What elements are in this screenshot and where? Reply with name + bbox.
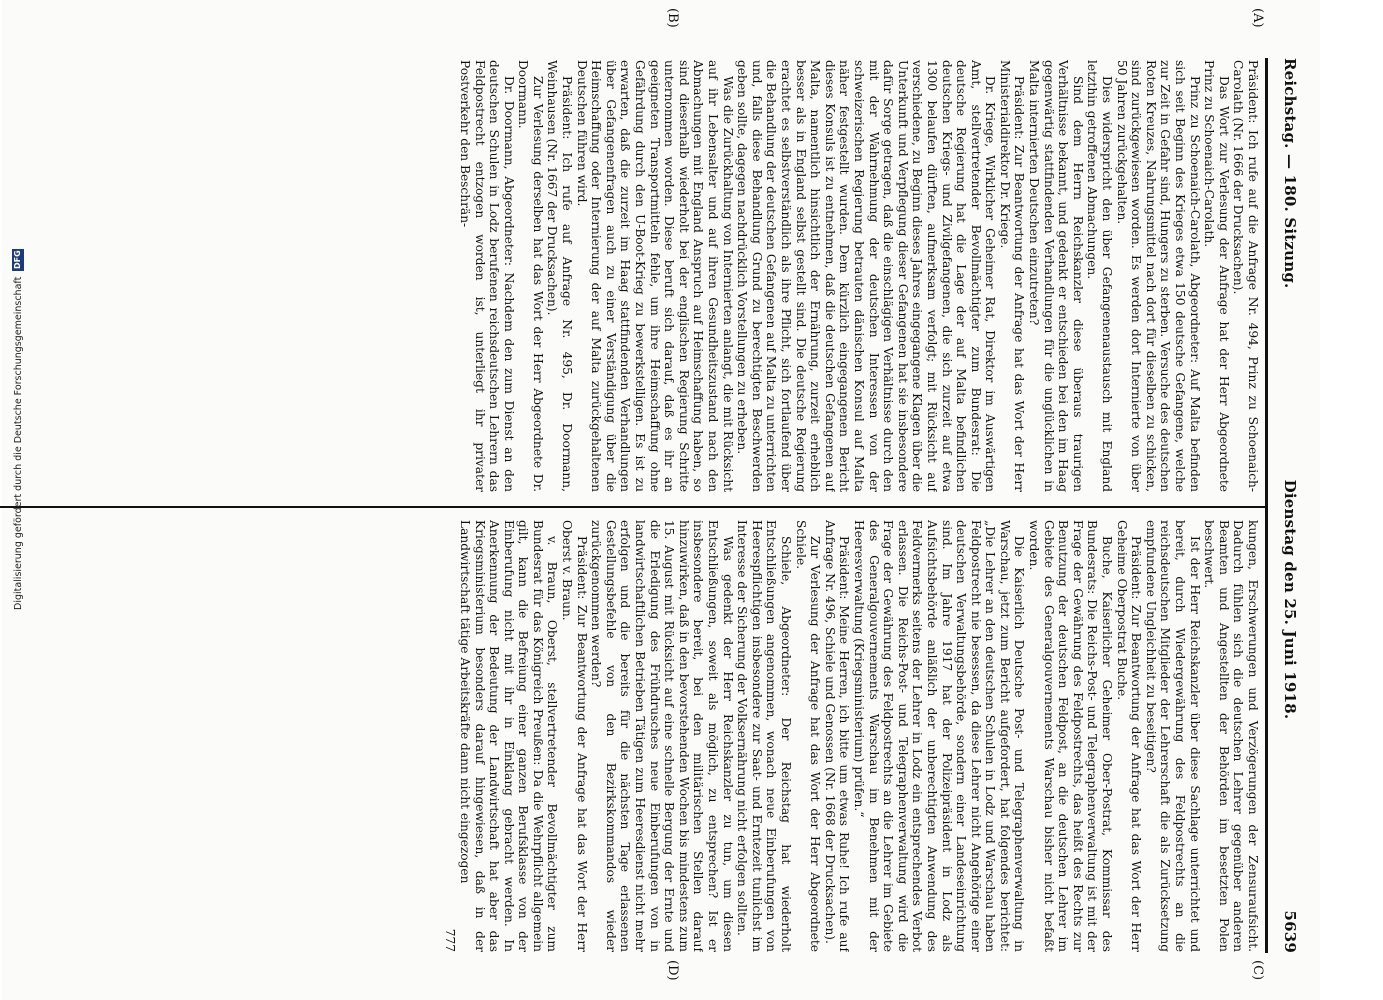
margin-letter-d: (D) [665,960,680,981]
paragraph: Buche, Kaiserlicher Geheimer Ober-Postrat, Kommissar des Bundesrats: Die Reichs-Post- und Telegraphenverwaltung ist mit der Frage der Gewährung des Feldpostrechts, das heißt des Rechts zur Benutzung der deutschen Feldpost, an die deutschen Lehrer im Gebiete des Generalgouvernements Warschau bisher nicht befaßt worden. [1027,520,1115,952]
paragraph: Präsident: Ich rufe auf Anfrage Nr. 495, Dr. Doormann, Weinhausen (Nr. 1667 der Drucksachen). [545,60,575,492]
paragraph: Schiele, Abgeordneter: Der Reichstag hat wiederholt Entschließungen angenommen, wonach neue Einberufungen von Heerespflichtigen insbesondere zur Saat- und Erntezeit tunlichst im Interesse der Sicherung der Volksernährung nicht erfolgen sollten. [735,520,793,952]
paragraph: Was gedenkt der Herr Reichskanzler zu tun, um diesen Entschließungen, soweit als möglich, zu entsprechen? Ist er insbesondere bereit, bei den militärischen Stellen darauf hinzuwirken, daß in den bevorstehenden Wochen bis mindestens zum 15. August mit Rücksicht auf eine schnelle Bergung der Ernte und die Erledigung des Frühdrusches neue Einberufungen von in landwirtschaftlichen Betrieben Tätigen zum Heeresdienst nicht mehr erfolgen und die bereits für die nächsten Tage erlassenen Gestellungsbefehle von den Bezirkskommandos wieder zurückgenommen werden? [589,520,735,952]
rotated-page [2,0,1320,1000]
running-head-left: Reichstag. — 180. Sitzung. [1281,58,1299,289]
paragraph: Was die Zurückhaltung von Internierten anlangt, die mit Rücksicht auf ihr Lebensalter und auf ihren Gesundheitszustand nach den Abmachungen mit England Anspruch auf Heimschaffung haben, so sind dieserhalb wiederholt bei der englischen Regierung Schritte unternommen worden. Diese beruft sich darauf, daß es ihr an geeigneten Transportmitteln fehle, um ihre Heimschaffung ohne Gefährdung durch den U-Boot-Krieg zu bewerkstelligen. Es ist zu erwarten, daß die zurzeit im Haag stattfindenden Verhandlungen über Gefangenenfragen auch zu einer Verständigung über die Heimschaffung oder Internierung der auf Malta zurückgehaltenen Deutschen führen wird. [574,60,735,492]
paragraph: Präsident: Zur Beantwortung der Anfrage hat das Wort der Herr Ministerialdirektor Dr. Kriege. [997,60,1027,492]
paragraph: Sind dem Herrn Reichskanzler diese überaus traurigen Verhältnisse bekannt, und gedenkt er entschieden bei den im Haag gegenwärtig stattfindenden Verhandlungen für die unglücklichen in Malta internierten Deutschen einzutreten? [1027,60,1085,492]
paragraph: Dr. Doormann, Abgeordneter: Nachdem den zum Dienst an den deutschen Schulen in Lodz berufenen reichsdeutschen Lehrern das Feldpostrecht entzogen worden ist, unterliegt ihr privater Postverkehr den Beschrän- [457,60,516,492]
left-column [5,60,1260,492]
paragraph: v. Braun, Oberst, stellvertretender Bevollmächtigter zum Bundesrat für das Königreich Preußen: Da die Wehrpflicht allgemein gilt, kann die Befreiung einer ganzen Berufsklasse von der Einberufung nicht mit ihr in Einklang gebracht werden. In Anerkennung der Bedeutung der Landwirtschaft hat aber das Kriegsministerium besonders darauf hingewiesen, daß in der Landwirtschaft tätige Arbeitskräfte dann nicht eingezogen [457,520,560,952]
column-divider [0,506,1268,508]
page-number: 5639 [1281,910,1299,953]
paragraph: Prinz zu Schoenaich-Carolath, Abgeordneter: Auf Malta befinden sich seit Beginn des Krieges etwa 150 deutsche Gefangene, welche zur Zeit in Gefahr sind, Hungers zu sterben. Versuche des deutschen Roten Kreuzes, Nahrungsmittel nach dort für dieselben zu schicken, sind zurückgewiesen worden. Es werden dort Internierte von über 50 Jahren zurückgehalten. [1114,60,1202,492]
running-head-date: Dienstag den 25. Juni 1918. [1281,479,1299,720]
page-footer-mark: 777 [443,928,458,952]
paragraph: Die Kaiserlich Deutsche Post- und Telegraphenverwaltung in Warschau, jetzt zum Bericht aufgefordert, hat folgendes berichtet: „Die Lehrer an den deutschen Schulen in Lodz und Warschau haben Feldpostrecht nie besessen, da diese Lehrer nicht Angehörige einer deutschen Verwaltungsbehörde, sondern einer Landeseinrichtung sind. Im Jahre 1917 hat der Polizeipräsident in Lodz als Aufsichtsbehörde anläßlich der unberechtigten Anwendung des Feldvermerks seitens der Lehrer in Lodz ein entsprechendes Verbot erlassen. Die Reichs-Post- und Telegraphenverwaltung wird die Frage der Gewährung des Feldpostrechts an die Lehrer im Gebiete des Generalgouvernements Warschau im Benehmen mit der Heeresverwaltung (Kriegsministerium) prüfen.“ [851,520,1027,952]
paragraph: Präsident: Zur Beantwortung der Anfrage hat das Wort der Herr Oberst v. Braun. [560,520,589,952]
paragraph: kungen, Erschwerungen und Verzögerungen der Zensuraufsicht. Dadurch fühlen sich die deutschen Lehrer gegenüber anderen Beamten und Angestellten der Behörden im besetzten Polen beschwert. [1202,520,1260,952]
paragraph: Präsident: Ich rufe auf die Anfrage Nr. 494, Prinz zu Schoenaich-Carolath (Nr. 1666 der Drucksachen). [1231,60,1260,492]
paragraph: Das Wort zur Verlesung der Anfrage hat der Herr Abgeordnete Prinz zu Schoenaich-Carolath. [1202,60,1231,492]
margin-letter-b: (B) [665,8,680,28]
credit-text: Digitalisierung gefördert durch die Deutsche Forschungsgemeinschaft [12,276,24,610]
digitization-credit [8,225,28,610]
margin-letter-a: (A) [1250,8,1265,28]
paragraph: Zur Verlesung derselben hat das Wort der Herr Abgeordnete Dr. Doormann. [516,60,545,492]
dfg-logo-icon: DFG [13,250,22,270]
right-column [5,520,1260,952]
paragraph: Ist der Herr Reichskanzler über diese Sachlage unterrichtet und bereit, durch Wiedergewährung des Feldpostrechts an die reichsdeutschen Mitglieder der Lehrerschaft die als Zurücksetzung empfundene Ungleichheit zu beseitigen? [1143,520,1202,952]
running-head [1272,58,1308,953]
paragraph: Dr. Kriege, Wirklicher Geheimer Rat, Direktor im Auswärtigen Amt, stellvertretender Bevollmächtigter zum Bundesrat: Die deutsche Regierung hat die Lage der auf Malta befindlichen deutschen Kriegs- und Zivilgefangenen, die sich zurzeit auf etwa 1300 belaufen dürften, aufmerksam verfolgt; mit Rücksicht auf verschiedene, zu Beginn dieses Jahres eingegangene Klagen über die Unterkunft und Verpflegung dieser Gefangenen hat sie insbesondere dafür Sorge getragen, daß die einschlägigen Verhältnisse durch den mit der Wahrnehmung der deutschen Interessen von der schweizerischen Regierung betrauten dänischen Konsul auf Malta näher festgestellt wurden. Dem kürzlich eingegangenen Bericht dieses Konsuls ist zu entnehmen, daß die deutschen Gefangenen auf Malta, namentlich hinsichtlich der Ernährung, zurzeit erheblich besser als in England selbst gestellt sind. Die deutsche Regierung erachtet es selbstverständlich als ihre Pflicht, sich fortlaufend über die Behandlung der deutschen Gefangenen auf Malta zu unterrichten und, falls diese Behandlung Grund zu berechtigten Beschwerden geben sollte, dagegen nachdrücklich Vorstellungen zu erheben. [735,60,998,492]
paragraph: Dies widerspricht den über Gefangenenaustausch mit England letzthin getroffenen Abmachungen. [1085,60,1115,492]
paragraph: Präsident: Zur Beantwortung der Anfrage hat das Wort der Herr Geheime Oberpostrat Buche. [1114,520,1144,952]
paragraph: Präsident: Meine Herren, ich bitte um etwas Ruhe! Ich rufe auf Anfrage Nr. 496, Schiele und Genossen (Nr. 1668 der Drucksachen). [822,520,852,952]
paragraph: Zur Verlesung der Anfrage hat das Wort der Herr Abgeordnete Schiele. [793,520,823,952]
margin-letter-c: (C) [1250,960,1265,981]
